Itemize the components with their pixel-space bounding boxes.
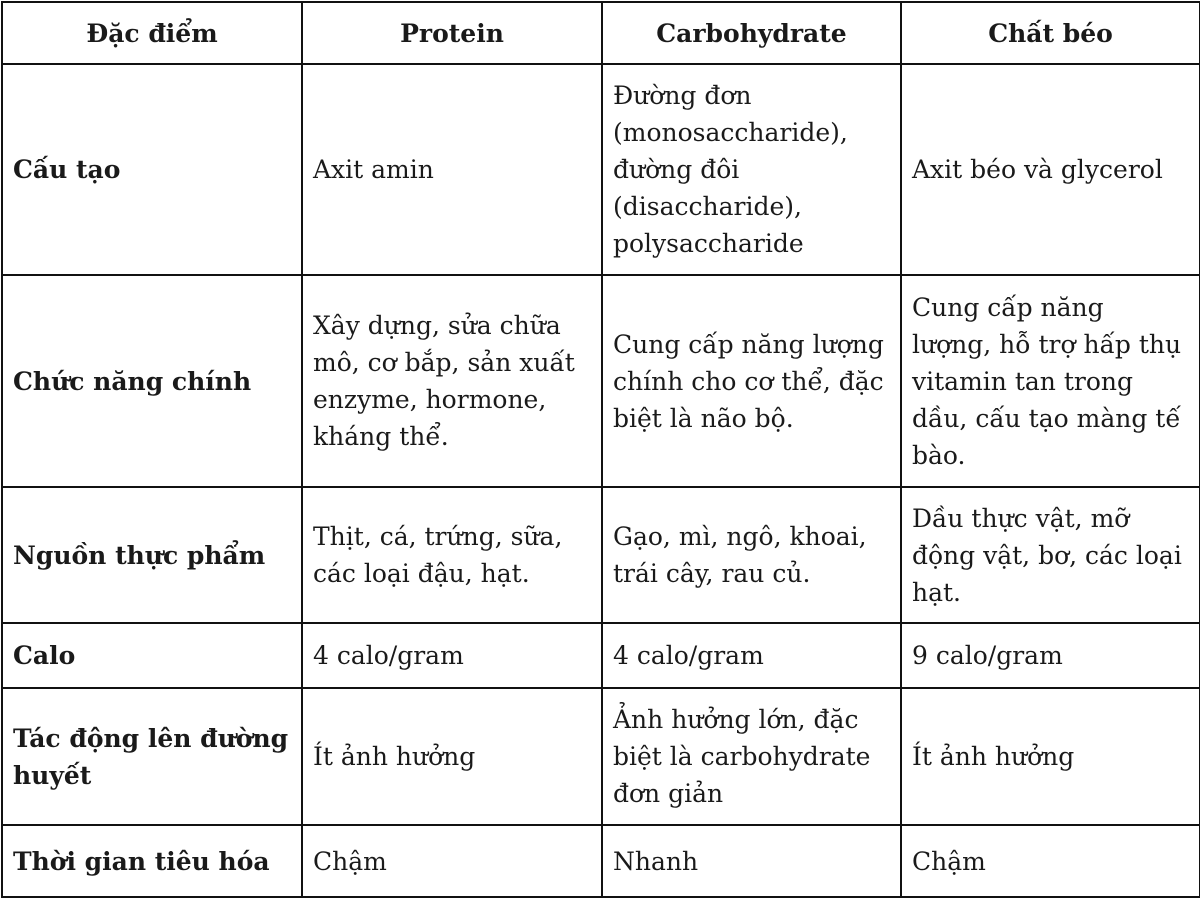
table-row: [2, 64, 1200, 275]
row-label: Chức năng chính: [2, 275, 302, 487]
row-label: Nguồn thực phẩm: [2, 487, 302, 623]
protein-cell: Thịt, cá, trứng, sữa, các loại đậu, hạt.: [302, 487, 602, 623]
carbohydrate-cell: Nhanh: [602, 825, 901, 897]
row-label: Cấu tạo: [2, 64, 302, 275]
table-header-row: [2, 2, 1200, 64]
column-header-feature: Đặc điểm: [2, 2, 302, 64]
row-label: Tác động lên đường huyết: [2, 688, 302, 825]
table-row: [2, 623, 1200, 688]
fat-cell: Chậm: [901, 825, 1200, 897]
column-header-fat: Chất béo: [901, 2, 1200, 64]
protein-cell: Ít ảnh hưởng: [302, 688, 602, 825]
carbohydrate-cell: Cung cấp năng lượng chính cho cơ thể, đặc biệt là não bộ.: [602, 275, 901, 487]
row-label: Thời gian tiêu hóa: [2, 825, 302, 897]
column-header-protein: Protein: [302, 2, 602, 64]
table-row: [2, 825, 1200, 897]
table-row: [2, 275, 1200, 487]
table-row: [2, 487, 1200, 623]
column-header-carbohydrate: Carbohydrate: [602, 2, 901, 64]
table-row: [2, 688, 1200, 825]
fat-cell: Ít ảnh hưởng: [901, 688, 1200, 825]
fat-cell: Cung cấp năng lượng, hỗ trợ hấp thụ vitamin tan trong dầu, cấu tạo màng tế bào.: [901, 275, 1200, 487]
protein-cell: Axit amin: [302, 64, 602, 275]
fat-cell: Axit béo và glycerol: [901, 64, 1200, 275]
carbohydrate-cell: Ảnh hưởng lớn, đặc biệt là carbohydrate đơn giản: [602, 688, 901, 825]
protein-cell: Chậm: [302, 825, 602, 897]
protein-cell: Xây dựng, sửa chữa mô, cơ bắp, sản xuất enzyme, hormone, kháng thể.: [302, 275, 602, 487]
protein-cell: 4 calo/gram: [302, 623, 602, 688]
fat-cell: 9 calo/gram: [901, 623, 1200, 688]
nutrient-comparison-table: [1, 1, 1200, 898]
fat-cell: Dầu thực vật, mỡ động vật, bơ, các loại hạt.: [901, 487, 1200, 623]
carbohydrate-cell: 4 calo/gram: [602, 623, 901, 688]
row-label: Calo: [2, 623, 302, 688]
carbohydrate-cell: Đường đơn (monosaccharide), đường đôi (disaccharide), polysaccharide: [602, 64, 901, 275]
carbohydrate-cell: Gạo, mì, ngô, khoai, trái cây, rau củ.: [602, 487, 901, 623]
